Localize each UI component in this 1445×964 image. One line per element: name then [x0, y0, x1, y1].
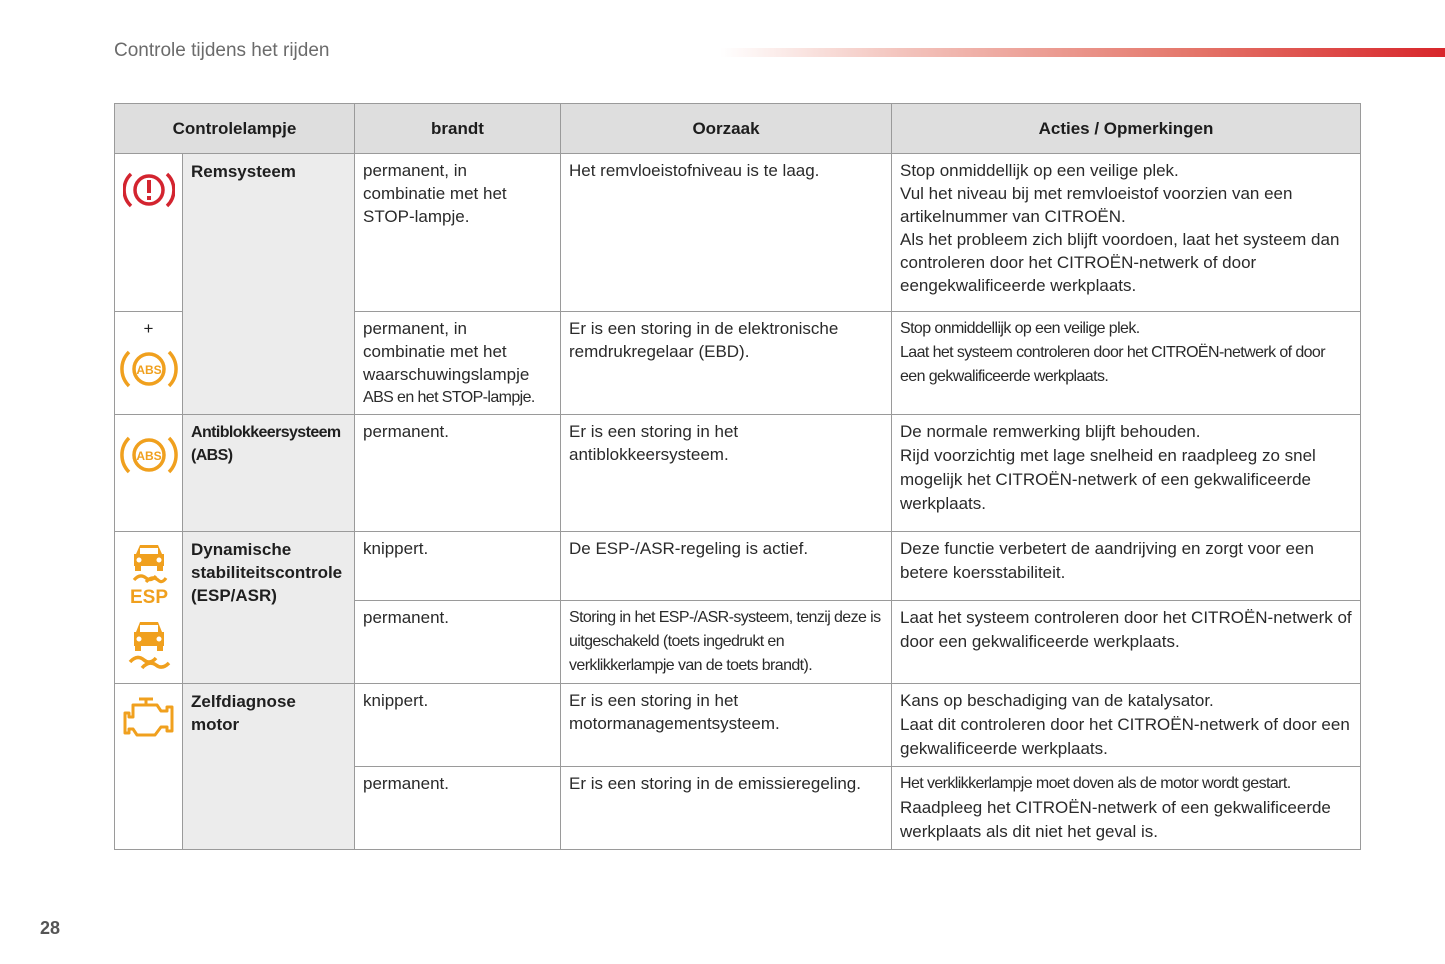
table-row — [115, 154, 1361, 312]
oorzaak-cell: Storing in het ESP-/ASR-systeem, tenzij deze is uitgeschakeld (toets ingedrukt en verklikkerlampje van de toets brandt). — [561, 601, 892, 684]
engine-check-icon — [119, 696, 179, 742]
esp-off-icon — [124, 618, 174, 674]
oorzaak-cell: Er is een storing in de emissieregeling. — [561, 767, 892, 850]
header-accent-bar — [720, 48, 1445, 57]
acties-cell — [892, 415, 1361, 532]
oorzaak-cell: Er is een storing in de elektronische remdrukregelaar (EBD). — [561, 312, 892, 415]
icon-cell — [115, 415, 183, 532]
acties-cell — [892, 684, 1361, 767]
brandt-cell: permanent. — [355, 415, 561, 532]
column-header-brandt: brandt — [355, 104, 561, 154]
oorzaak-cell: De ESP-/ASR-regeling is actief. — [561, 532, 892, 601]
acties-line: Het verklikkerlampje moet doven als de motor wordt gestart. — [900, 775, 1291, 792]
brandt-cell: permanent. — [355, 767, 561, 850]
abs-warning-icon — [119, 431, 179, 479]
brandt-line: permanent, in combinatie met het waarschuwingslampje — [363, 319, 530, 384]
plus-sign: + — [143, 319, 154, 338]
oorzaak-cell: Er is een storing in het motormanagementsysteem. — [561, 684, 892, 767]
icon-cell — [115, 684, 183, 850]
light-name-remsysteem: Remsysteem — [183, 154, 355, 415]
esp-active-icon — [124, 540, 174, 606]
acties-line: Deze functie verbetert de aandrijving en zorgt voor een betere koersstabiliteit. — [900, 539, 1314, 582]
acties-line: Laat het systeem controleren door het CITROËN-netwerk of door een gekwalificeerde werkplaats. — [900, 344, 1325, 385]
table-row — [115, 415, 1361, 532]
abs-icon-label: ABS — [135, 363, 162, 377]
brandt-cell — [355, 312, 561, 415]
oorzaak-cell: Het remvloeistofniveau is te laag. — [561, 154, 892, 312]
icon-cell — [115, 312, 183, 415]
acties-line: Als het probleem zich blijft voordoen, laat het systeem dan controleren door het CITROËN-netwerk of door eengekwalificeerde werkplaats. — [900, 230, 1340, 295]
brandt-cell: knippert. — [355, 532, 561, 601]
brandt-line: ABS en het STOP-lampje. — [363, 389, 535, 406]
acties-line: Kans op beschadiging van de katalysator. — [900, 691, 1214, 710]
table-row — [115, 684, 1361, 767]
light-name-abs: Antiblokkeersysteem (ABS) — [183, 415, 355, 532]
brake-warning-icon — [123, 168, 175, 212]
warning-lights-table — [114, 103, 1361, 850]
acties-cell — [892, 601, 1361, 684]
acties-line: Laat het systeem controleren door het CITROËN-netwerk of door een gekwalificeerde werkplaats. — [900, 608, 1352, 651]
table-row — [115, 532, 1361, 601]
column-header-controlelampje: Controlelampje — [115, 104, 355, 154]
acties-line: Raadpleeg het CITROËN-netwerk of een gekwalificeerde werkplaats als dit niet het geval is. — [900, 798, 1331, 841]
page-number: 28 — [40, 918, 61, 938]
light-name-motor: Zelfdiagnose motor — [183, 684, 355, 850]
brandt-cell: permanent. — [355, 601, 561, 684]
esp-icon-label: ESP — [129, 587, 168, 606]
icon-cell — [115, 154, 183, 312]
acties-cell — [892, 532, 1361, 601]
acties-cell — [892, 154, 1361, 312]
acties-line: Rijd voorzichtig met lage snelheid en raadpleeg zo snel mogelijk het CITROËN-netwerk of een gekwalificeerde werkplaats. — [900, 446, 1316, 513]
acties-line: Stop onmiddellijk op een veilige plek. — [900, 161, 1179, 180]
column-header-acties: Acties / Opmerkingen — [892, 104, 1361, 154]
table-header-row — [115, 104, 1361, 154]
abs-warning-icon — [119, 345, 179, 393]
oorzaak-cell: Er is een storing in het antiblokkeersysteem. — [561, 415, 892, 532]
acties-cell — [892, 312, 1361, 415]
acties-line: Vul het niveau bij met remvloeistof voorzien van een artikelnummer van CITROËN. — [900, 184, 1293, 226]
column-header-oorzaak: Oorzaak — [561, 104, 892, 154]
acties-cell — [892, 767, 1361, 850]
brandt-cell: permanent, in combinatie met het STOP-lampje. — [355, 154, 561, 312]
brandt-cell: knippert. — [355, 684, 561, 767]
light-name-esp: Dynamische stabiliteitscontrole (ESP/ASR) — [183, 532, 355, 684]
section-title: Controle tijdens het rijden — [114, 40, 330, 61]
icon-cell — [115, 532, 183, 684]
abs-icon-label: ABS — [135, 449, 162, 463]
acties-line: Laat dit controleren door het CITROËN-netwerk of door een gekwalificeerde werkplaats. — [900, 715, 1350, 758]
acties-line: De normale remwerking blijft behouden. — [900, 422, 1201, 441]
acties-line: Stop onmiddellijk op een veilige plek. — [900, 320, 1140, 337]
